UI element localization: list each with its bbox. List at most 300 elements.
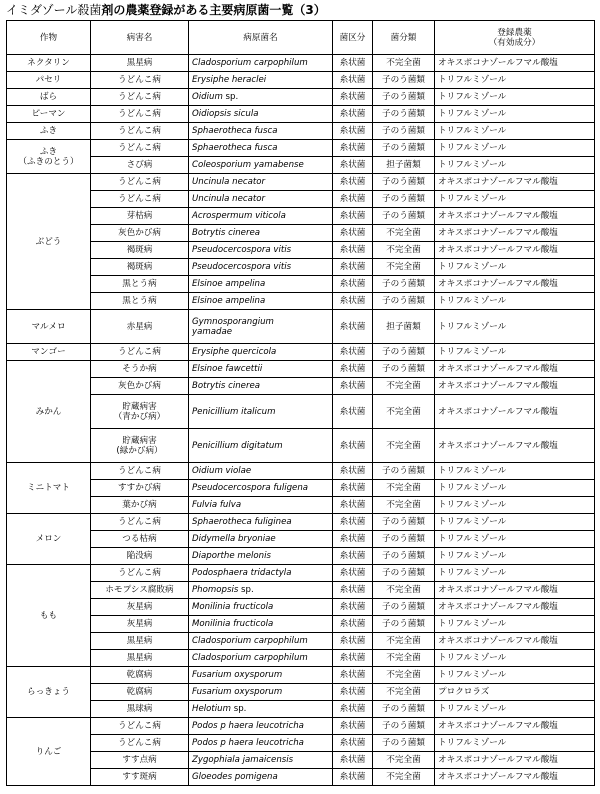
pathogen-name: Oidiopsis sicula [192, 109, 259, 119]
disease-name: 貯蔵病害 [122, 435, 157, 446]
class-cell: 糸状菌 [333, 429, 373, 463]
group-cell: 不完全菌 [373, 225, 435, 242]
product-cell: トリフルミゾール [435, 293, 595, 310]
pathogen-cell [189, 157, 333, 174]
pathogen-name: Pseudocercospora vitis [192, 245, 292, 255]
disease-name: すす斑病 [122, 772, 157, 782]
disease-name: すすかび病 [117, 483, 162, 493]
disease-cell [91, 293, 189, 310]
table-row [7, 174, 595, 191]
table-row [7, 293, 595, 310]
product-cell: トリフルミゾール [435, 701, 595, 718]
crop-name: もも [39, 610, 58, 621]
group-cell: 子のう菌類 [373, 72, 435, 89]
pathogen-name: Elsinoe ampelina [192, 296, 266, 306]
table-row [7, 650, 595, 667]
crop-cell [7, 514, 91, 565]
product-cell: オキスポコナゾールフマル酸塩 [435, 395, 595, 429]
table-row [7, 72, 595, 89]
class-cell: 糸状菌 [333, 752, 373, 769]
crop-name: ふき [39, 126, 58, 136]
disease-name: うどんこ病 [118, 568, 161, 578]
crop-name: パセリ [35, 75, 62, 85]
product-cell: オキスポコナゾールフマル酸塩 [435, 769, 595, 786]
disease-subname: （青かび病） [113, 411, 166, 422]
table-row [7, 344, 595, 361]
disease-cell [91, 259, 189, 276]
crop-cell [7, 565, 91, 667]
pathogen-cell [189, 429, 333, 463]
group-cell: 子のう菌類 [373, 208, 435, 225]
disease-name: つる枯病 [122, 534, 157, 544]
pathogen-table [6, 20, 595, 786]
page-title-part2: 剤の農薬登録がある主要病原菌一覧（3） [101, 3, 326, 17]
class-cell: 糸状菌 [333, 106, 373, 123]
disease-name: 貯蔵病害 [122, 401, 157, 412]
table-row [7, 89, 595, 106]
group-cell: 不完全菌 [373, 752, 435, 769]
product-cell: トリフルミゾール [435, 89, 595, 106]
table-row [7, 752, 595, 769]
disease-name: うどんこ病 [118, 194, 161, 204]
group-cell: 子のう菌類 [373, 701, 435, 718]
disease-subname: (緑かび病） [116, 445, 163, 456]
pathogen-name: Monilinia fructicola [192, 619, 274, 629]
pathogen-name: Coleosporium yamabense [192, 160, 304, 170]
pathogen-name: Erysiphe heraclei [192, 75, 267, 85]
disease-cell [91, 769, 189, 786]
class-cell: 糸状菌 [333, 582, 373, 599]
disease-name: うどんこ病 [118, 92, 161, 102]
class-cell: 糸状菌 [333, 718, 373, 735]
pathogen-name: Cladosporium carpophilum [192, 58, 308, 68]
table-row [7, 718, 595, 735]
crop-cell [7, 463, 91, 514]
disease-name: うどんこ病 [118, 143, 161, 153]
disease-name: 黒星病 [126, 58, 153, 68]
disease-cell [91, 395, 189, 429]
class-cell: 糸状菌 [333, 531, 373, 548]
pathogen-name: Uncinula necator [192, 177, 266, 187]
pathogen-cell [189, 106, 333, 123]
disease-cell [91, 157, 189, 174]
product-cell: トリフルミゾール [435, 480, 595, 497]
class-cell: 糸状菌 [333, 72, 373, 89]
pathogen-cell [189, 293, 333, 310]
table-row [7, 242, 595, 259]
disease-cell [91, 89, 189, 106]
class-cell: 糸状菌 [333, 650, 373, 667]
pathogen-name: Botrytis cinerea [192, 381, 261, 391]
group-cell: 不完全菌 [373, 650, 435, 667]
crop-cell [7, 89, 91, 106]
table-row [7, 735, 595, 752]
product-cell: オキスポコナゾールフマル酸塩 [435, 429, 595, 463]
pathogen-cell [189, 684, 333, 701]
disease-cell [91, 123, 189, 140]
class-cell: 糸状菌 [333, 361, 373, 378]
product-cell: オキスポコナゾールフマル酸塩 [435, 276, 595, 293]
table-row [7, 55, 595, 72]
header-product-line2: （有効成分） [488, 37, 541, 48]
disease-cell [91, 429, 189, 463]
crop-name: りんご [35, 746, 62, 757]
product-cell: トリフルミゾール [435, 259, 595, 276]
group-cell: 子のう菌類 [373, 361, 435, 378]
table-row [7, 463, 595, 480]
disease-name: うどんこ病 [118, 177, 161, 187]
pathogen-name: Podos p haera leucotricha [192, 721, 304, 731]
product-cell: オキスポコナゾールフマル酸塩 [435, 718, 595, 735]
crop-name: ばら [39, 92, 58, 102]
pathogen-name: Pseudocercospora vitis [192, 262, 292, 272]
pathogen-name: Podosphaera tridactyla [192, 568, 292, 578]
class-cell: 糸状菌 [333, 310, 373, 344]
crop-subname: （ふきのとう） [18, 156, 79, 167]
pathogen-cell [189, 735, 333, 752]
table-row [7, 361, 595, 378]
class-cell: 糸状菌 [333, 463, 373, 480]
disease-name: 乾腐病 [126, 687, 153, 697]
class-cell: 糸状菌 [333, 55, 373, 72]
disease-cell [91, 378, 189, 395]
disease-cell [91, 582, 189, 599]
pathogen-name: Botrytis cinerea [192, 228, 261, 238]
group-cell: 子のう菌類 [373, 140, 435, 157]
class-cell: 糸状菌 [333, 667, 373, 684]
product-cell: オキスポコナゾールフマル酸塩 [435, 208, 595, 225]
group-cell: 不完全菌 [373, 769, 435, 786]
class-cell: 糸状菌 [333, 123, 373, 140]
pathogen-name: Phomopsis [192, 585, 239, 595]
table-row [7, 548, 595, 565]
class-cell: 糸状菌 [333, 140, 373, 157]
crop-name: ぶどう [35, 236, 62, 247]
group-cell: 子のう菌類 [373, 89, 435, 106]
pathogen-name: Penicillium digitatum [192, 440, 283, 451]
table-body [7, 55, 595, 786]
page-title [6, 2, 326, 18]
group-cell: 不完全菌 [373, 242, 435, 259]
disease-name: そうか病 [122, 364, 157, 374]
product-cell: トリフルミゾール [435, 463, 595, 480]
table-row [7, 684, 595, 701]
group-cell: 不完全菌 [373, 259, 435, 276]
table-row [7, 514, 595, 531]
product-cell: トリフルミゾール [435, 548, 595, 565]
table-row [7, 276, 595, 293]
group-cell: 子のう菌類 [373, 276, 435, 293]
product-cell: トリフルミゾール [435, 344, 595, 361]
disease-name: うどんこ病 [118, 517, 161, 527]
pathogen-name: Didymella bryoniae [192, 534, 276, 544]
product-cell: オキスポコナゾールフマル酸塩 [435, 599, 595, 616]
class-cell: 糸状菌 [333, 191, 373, 208]
product-cell: トリフルミゾール [435, 735, 595, 752]
product-cell: トリフルミゾール [435, 497, 595, 514]
product-cell: トリフルミゾール [435, 616, 595, 633]
disease-cell [91, 616, 189, 633]
group-cell: 子のう菌類 [373, 293, 435, 310]
pathogen-cell [189, 276, 333, 293]
pathogen-cell [189, 174, 333, 191]
disease-cell [91, 225, 189, 242]
disease-name: うどんこ病 [118, 347, 161, 357]
group-cell: 子のう菌類 [373, 191, 435, 208]
disease-cell [91, 684, 189, 701]
disease-name: 葉かび病 [122, 500, 157, 510]
pathogen-name: Uncinula necator [192, 194, 266, 204]
disease-cell [91, 514, 189, 531]
pathogen-cell [189, 89, 333, 106]
group-cell: 子のう菌類 [373, 735, 435, 752]
table-row [7, 582, 595, 599]
product-cell: オキスポコナゾールフマル酸塩 [435, 242, 595, 259]
product-cell: プロクロラズ [435, 684, 595, 701]
group-cell: 不完全菌 [373, 667, 435, 684]
pathogen-cell [189, 259, 333, 276]
product-cell: オキスポコナゾールフマル酸塩 [435, 174, 595, 191]
pathogen-name: Zygophiala jamaicensis [192, 755, 294, 765]
disease-cell [91, 361, 189, 378]
page-title-part1: イミダゾール殺菌 [6, 3, 102, 17]
product-cell: トリフルミゾール [435, 565, 595, 582]
pathogen-name: Elsinoe fawcettii [192, 364, 263, 374]
disease-cell [91, 174, 189, 191]
pathogen-cell [189, 667, 333, 684]
pathogen-cell [189, 123, 333, 140]
pathogen-cell [189, 344, 333, 361]
disease-cell [91, 718, 189, 735]
product-cell: トリフルミゾール [435, 106, 595, 123]
disease-name: 黒球病 [126, 704, 153, 714]
group-cell: 子のう菌類 [373, 123, 435, 140]
group-cell: 子のう菌類 [373, 344, 435, 361]
disease-name: 灰色かび病 [118, 228, 161, 238]
pathogen-cell [189, 463, 333, 480]
pathogen-cell [189, 718, 333, 735]
product-cell: オキスポコナゾールフマル酸塩 [435, 55, 595, 72]
product-cell: トリフルミゾール [435, 514, 595, 531]
disease-name: うどんこ病 [118, 738, 161, 748]
group-cell: 子のう菌類 [373, 106, 435, 123]
class-cell: 糸状菌 [333, 480, 373, 497]
table-row [7, 531, 595, 548]
table-row [7, 701, 595, 718]
disease-name: さび病 [126, 160, 153, 170]
pathogen-cell [189, 514, 333, 531]
pathogen-cell [189, 191, 333, 208]
header-class: 菌区分 [333, 21, 373, 55]
class-cell: 糸状菌 [333, 174, 373, 191]
class-cell: 糸状菌 [333, 89, 373, 106]
header-row [7, 21, 595, 55]
pathogen-suffix: sp. [222, 92, 239, 102]
pathogen-name: Oidium violae [192, 466, 252, 476]
disease-name: 灰星病 [126, 619, 153, 629]
disease-cell [91, 599, 189, 616]
disease-cell [91, 191, 189, 208]
pathogen-cell [189, 310, 333, 344]
pathogen-name: Sphaerotheca fuliginea [192, 517, 292, 527]
table-row [7, 378, 595, 395]
disease-cell [91, 72, 189, 89]
disease-cell [91, 208, 189, 225]
group-cell: 不完全菌 [373, 497, 435, 514]
pathogen-cell [189, 565, 333, 582]
class-cell: 糸状菌 [333, 735, 373, 752]
disease-name: 黒とう病 [122, 296, 157, 306]
crop-name: ミニトマト [27, 483, 70, 493]
disease-cell [91, 548, 189, 565]
group-cell: 子のう菌類 [373, 531, 435, 548]
class-cell: 糸状菌 [333, 344, 373, 361]
pathogen-cell [189, 531, 333, 548]
crop-name: ネクタリン [27, 58, 70, 68]
group-cell: 不完全菌 [373, 684, 435, 701]
disease-cell [91, 735, 189, 752]
table-row [7, 106, 595, 123]
class-cell: 糸状菌 [333, 633, 373, 650]
table-row [7, 157, 595, 174]
product-cell: オキスポコナゾールフマル酸塩 [435, 361, 595, 378]
disease-name: うどんこ病 [118, 126, 161, 136]
header-crop: 作物 [7, 21, 91, 55]
group-cell: 子のう菌類 [373, 514, 435, 531]
pathogen-cell [189, 769, 333, 786]
class-cell: 糸状菌 [333, 208, 373, 225]
disease-name: すす点病 [122, 755, 157, 765]
class-cell: 糸状菌 [333, 259, 373, 276]
disease-name: 黒とう病 [122, 279, 157, 289]
table-row [7, 429, 595, 463]
class-cell: 糸状菌 [333, 769, 373, 786]
crop-cell [7, 55, 91, 72]
pathogen-cell [189, 140, 333, 157]
crop-name: ピーマン [31, 109, 66, 119]
table-row [7, 769, 595, 786]
disease-cell [91, 565, 189, 582]
disease-cell [91, 667, 189, 684]
disease-name: 灰星病 [126, 602, 153, 612]
disease-cell [91, 701, 189, 718]
disease-cell [91, 106, 189, 123]
header-pathogen: 病原菌名 [189, 21, 333, 55]
pathogen-name: Pseudocercospora fuligena [192, 483, 309, 493]
group-cell: 子のう菌類 [373, 463, 435, 480]
crop-name: みかん [35, 406, 62, 417]
product-cell: オキスポコナゾールフマル酸塩 [435, 582, 595, 599]
class-cell: 糸状菌 [333, 276, 373, 293]
pathogen-cell [189, 225, 333, 242]
group-cell: 不完全菌 [373, 429, 435, 463]
disease-cell [91, 242, 189, 259]
disease-cell [91, 480, 189, 497]
group-cell: 不完全菌 [373, 582, 435, 599]
pathogen-name: Monilinia fructicola [192, 602, 274, 612]
disease-name: うどんこ病 [118, 109, 161, 119]
group-cell: 子のう菌類 [373, 718, 435, 735]
disease-name: 芽枯病 [126, 211, 153, 221]
product-cell: オキスポコナゾールフマル酸塩 [435, 225, 595, 242]
header-product-line1: 登録農薬 [497, 27, 532, 38]
disease-name: 褐斑病 [126, 245, 153, 255]
product-cell: オキスポコナゾールフマル酸塩 [435, 752, 595, 769]
disease-cell [91, 344, 189, 361]
table-row [7, 140, 595, 157]
pathogen-name: Penicillium italicum [192, 406, 276, 417]
crop-name: ふき [39, 146, 58, 157]
crop-cell [7, 72, 91, 89]
disease-name: うどんこ病 [118, 466, 161, 476]
pathogen-name: Sphaerotheca fusca [192, 126, 278, 136]
pathogen-name: Gymnosporangium [192, 316, 274, 327]
class-cell: 糸状菌 [333, 565, 373, 582]
pathogen-cell [189, 55, 333, 72]
class-cell: 糸状菌 [333, 378, 373, 395]
pathogen-cell [189, 480, 333, 497]
product-cell: オキスポコナゾールフマル酸塩 [435, 633, 595, 650]
pathogen-cell [189, 548, 333, 565]
table-row [7, 208, 595, 225]
disease-cell [91, 463, 189, 480]
disease-name: 灰色かび病 [118, 381, 161, 391]
pathogen-cell [189, 582, 333, 599]
group-cell: 不完全菌 [373, 395, 435, 429]
group-cell: 不完全菌 [373, 480, 435, 497]
table-row [7, 480, 595, 497]
pathogen-cell [189, 752, 333, 769]
class-cell: 糸状菌 [333, 616, 373, 633]
pathogen-cell [189, 361, 333, 378]
disease-name: 陥没病 [126, 551, 153, 561]
pathogen-name: Fusarium oxysporum [192, 670, 283, 680]
disease-cell [91, 633, 189, 650]
pathogen-cell [189, 599, 333, 616]
table-row [7, 123, 595, 140]
group-cell: 子のう菌類 [373, 599, 435, 616]
group-cell: 子のう菌類 [373, 565, 435, 582]
disease-name: うどんこ病 [118, 721, 161, 731]
disease-name: 乾腐病 [126, 670, 153, 680]
product-cell: トリフルミゾール [435, 650, 595, 667]
table-row [7, 259, 595, 276]
group-cell: 子のう菌類 [373, 174, 435, 191]
table-row [7, 497, 595, 514]
group-cell: 不完全菌 [373, 633, 435, 650]
product-cell: トリフルミゾール [435, 140, 595, 157]
class-cell: 糸状菌 [333, 548, 373, 565]
pathogen-name: Cladosporium carpophilum [192, 636, 308, 646]
class-cell: 糸状菌 [333, 497, 373, 514]
class-cell: 糸状菌 [333, 225, 373, 242]
product-cell: トリフルミゾール [435, 667, 595, 684]
crop-name: マルメロ [31, 321, 66, 332]
header-disease: 病害名 [91, 21, 189, 55]
pathogen-name: Erysiphe quercicola [192, 347, 277, 357]
table-row [7, 310, 595, 344]
group-cell: 不完全菌 [373, 55, 435, 72]
disease-cell [91, 650, 189, 667]
pathogen-cell [189, 497, 333, 514]
disease-cell [91, 276, 189, 293]
table-row [7, 225, 595, 242]
pathogen-name: Acrospermum viticola [192, 211, 286, 221]
pathogen-name: Fusarium oxysporum [192, 687, 283, 697]
crop-cell [7, 140, 91, 174]
crop-cell [7, 174, 91, 310]
pathogen-cell [189, 208, 333, 225]
